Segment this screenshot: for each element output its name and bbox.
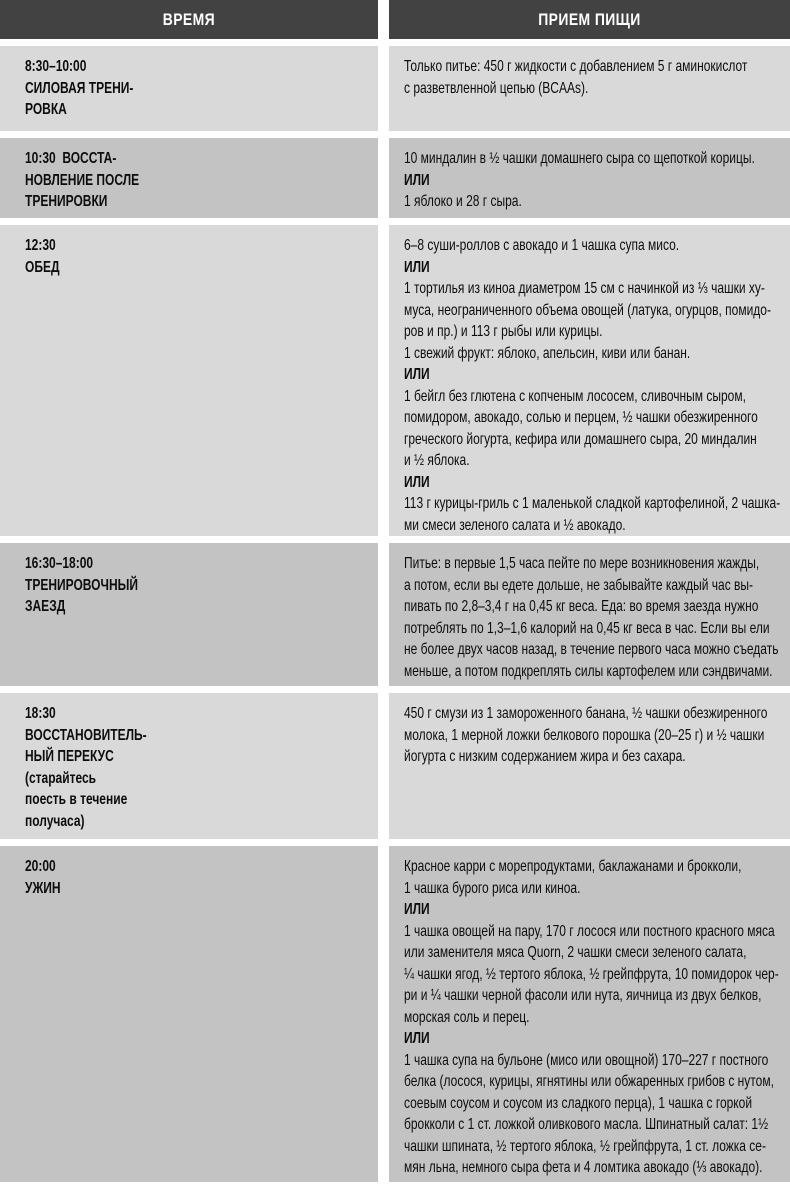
- time-cell: [0, 543, 378, 686]
- time-line: ЗАЕЗД: [25, 598, 66, 615]
- time-line: 20:00: [25, 858, 56, 875]
- time-line: 8:30–10:00: [25, 58, 87, 75]
- meal-line: 1 свежий фрукт: яблоко, апельсин, киви или банан.: [404, 344, 691, 362]
- meal-line: йогурта с низким содержанием жира и без сахара.: [404, 748, 686, 765]
- meal-cell: [389, 846, 790, 1182]
- meal-line: ри и ¼ чашки черной фасоли или нута, яичница из двух белков,: [404, 987, 762, 1004]
- time-line: НОВЛЕНИЕ ПОСЛЕ: [25, 171, 140, 189]
- meal-line: а потом, если вы едете дольше, не забывайте каждый час вы-: [404, 576, 754, 594]
- meal-or-separator: ИЛИ: [404, 366, 430, 383]
- time-line: НЫЙ ПЕРЕКУС: [25, 748, 114, 765]
- time-line: ТРЕНИРОВКИ: [25, 193, 108, 210]
- meal-line: и ½ яблока.: [404, 452, 470, 469]
- meal-line: потреблять по 1,3–1,6 калорий на 0,45 кг веса в час. Если вы ели: [404, 619, 770, 637]
- meal-line: 1 чашка овощей на пару, 170 г лосося или постного красного мяса: [404, 922, 775, 940]
- time-line: поесть в течение: [25, 791, 128, 808]
- time-line: (старайтесь: [25, 769, 97, 787]
- meal-line: меньше, а потом подкреплять силы картофелем или сэндвичами.: [404, 662, 773, 680]
- time-cell: [0, 846, 378, 1182]
- time-line: ОБЕД: [25, 258, 60, 276]
- meal-line: помидором, авокадо, солью и перцем, ½ чашки обезжиренного: [404, 409, 758, 426]
- meal-or-separator: ИЛИ: [404, 901, 430, 918]
- time-line: РОВКА: [25, 101, 67, 118]
- meal-line: 10 миндалин в ½ чашки домашнего сыра со щепоткой корицы.: [404, 150, 755, 167]
- meal-line: соевым соусом и соусом из сладкого перца), 1 чашка с горкой: [404, 1094, 753, 1112]
- time-line: 18:30: [25, 705, 56, 722]
- time-cell: [0, 693, 378, 839]
- meal-or-separator: ИЛИ: [404, 258, 430, 276]
- column-header-time-label: ВРЕМЯ: [162, 9, 216, 29]
- meal-line: ми смеси зеленого салата и ½ авокадо.: [404, 516, 626, 534]
- meal-line: белка (лосося, курицы, ягнятины или обжаренных грибов с нутом,: [404, 1073, 774, 1090]
- meal-line: 1 бейгл без глютена с копченым лососем, сливочным сыром,: [404, 387, 746, 405]
- meal-cell: [389, 225, 790, 536]
- meal-cell: [389, 138, 790, 218]
- meal-line: 1 чашка бурого риса или киноа.: [404, 879, 581, 897]
- column-header-meal: [389, 0, 790, 39]
- meal-line: ¼ чашки ягод, ½ тертого яблока, ½ грейпфрута, 10 помидорок чер-: [404, 965, 779, 983]
- meal-line: молока, 1 мерной ложки белкового порошка (20–25 г) и ½ чашки: [404, 726, 765, 744]
- meal-line: Только питье: 450 г жидкости с добавлением 5 г аминокислот: [404, 58, 748, 75]
- meal-or-separator: ИЛИ: [404, 1030, 430, 1047]
- meal-line: 113 г курицы-гриль с 1 маленькой сладкой картофелиной, 2 чашка-: [404, 495, 781, 512]
- time-line: получаса): [25, 812, 85, 830]
- meal-line: морская соль и перец.: [404, 1008, 530, 1026]
- time-cell: [0, 225, 378, 536]
- meal-line: 1 чашка супа на бульоне (мисо или овощной) 170–227 г постного: [404, 1051, 769, 1069]
- meal-line: чашки шпината, ½ тертого яблока, ½ грейпфрута, 1 ст. ложка се-: [404, 1137, 766, 1155]
- time-line: ТРЕНИРОВОЧНЫЙ: [25, 576, 138, 594]
- meal-line: 6–8 суши-роллов с авокадо и 1 чашка супа мисо.: [404, 237, 680, 254]
- time-line: ВОССТАНОВИТЕЛЬ-: [25, 726, 147, 744]
- meal-line: Красное карри с морепродуктами, баклажанами и брокколи,: [404, 858, 742, 875]
- meal-line: ров и пр.) и 113 г рыбы или курицы.: [404, 323, 603, 340]
- time-cell: [0, 46, 378, 131]
- column-header-time: [0, 0, 378, 39]
- meal-line: 1 яблоко и 28 г сыра.: [404, 193, 522, 210]
- meal-or-separator: ИЛИ: [404, 171, 430, 189]
- time-line: УЖИН: [25, 879, 61, 897]
- meal-cell: [389, 46, 790, 131]
- meal-line: муса, неограниченного объема овощей (латука, огурцов, помидо-: [404, 301, 771, 319]
- time-line: 16:30–18:00: [25, 555, 94, 572]
- meal-cell: [389, 543, 790, 686]
- meal-line: 1 тортилья из киноа диаметром 15 см с начинкой из ⅓ чашки ху-: [404, 280, 765, 297]
- meal-or-separator: ИЛИ: [404, 473, 430, 491]
- meal-line: 450 г смузи из 1 замороженного банана, ½ чашки обезжиренного: [404, 705, 768, 722]
- meal-line: мян льна, немного сыра фета и 4 ломтика авокадо (⅓ авокадо).: [404, 1159, 763, 1176]
- meal-line: или заменителя мяса Quorn, 2 чашки смеси зеленого салата,: [404, 944, 747, 961]
- column-header-meal-label: ПРИЕМ ПИЩИ: [538, 9, 641, 29]
- meal-line: пивать по 2,8–3,4 г на 0,45 кг веса. Еда: во время заезда нужно: [404, 598, 759, 615]
- meal-line: Питье: в первые 1,5 часа пейте по мере возникновения жажды,: [404, 555, 760, 572]
- time-line: 10:30 ВОССТА-: [25, 150, 117, 167]
- time-line: СИЛОВАЯ ТРЕНИ-: [25, 79, 134, 97]
- meal-line: греческого йогурта, кефира или домашнего сыра, 20 миндалин: [404, 430, 757, 448]
- meal-line: не более двух часов назад, в течение первого часа можно съедать: [404, 641, 779, 658]
- time-cell: [0, 138, 378, 218]
- time-line: 12:30: [25, 237, 56, 254]
- meal-cell: [389, 693, 790, 839]
- meal-line: с разветвленной цепью (BCAAs).: [404, 79, 589, 97]
- meal-line: брокколи с 1 ст. ложкой оливкового масла. Шпинатный салат: 1½: [404, 1116, 769, 1133]
